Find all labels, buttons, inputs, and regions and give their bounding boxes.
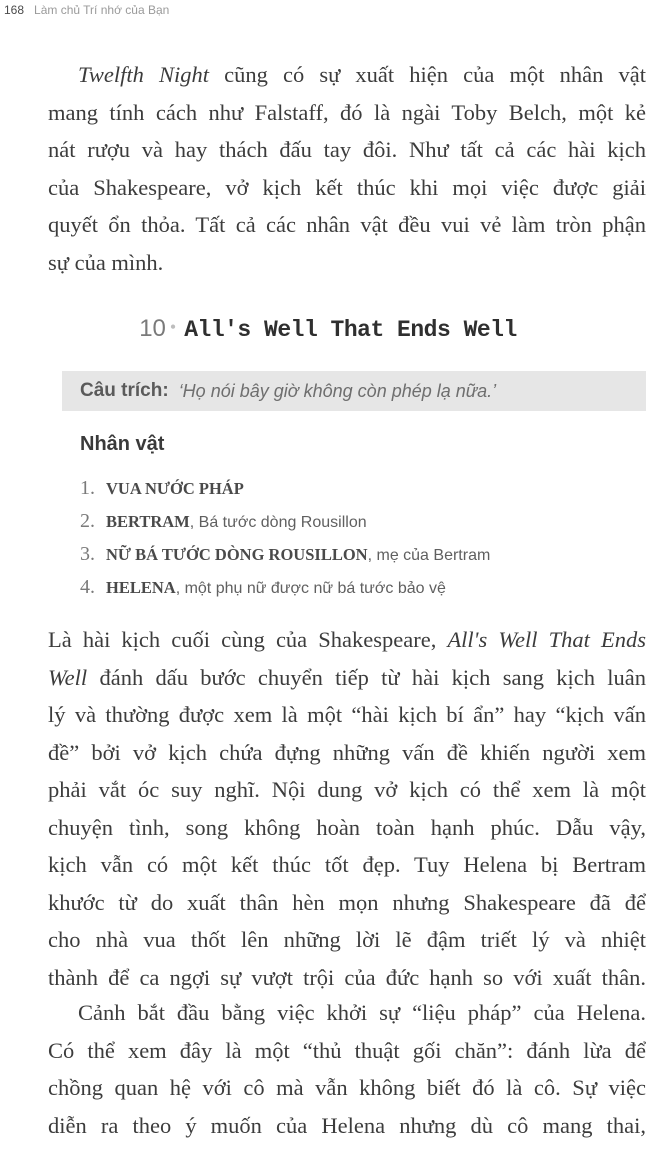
- character-description: , mẹ của Bertram: [367, 547, 491, 564]
- text-line: Twelfth Night cũng có sự xuất hiện của một nhân vật: [78, 62, 646, 87]
- character-item: [80, 474, 490, 507]
- character-item: [80, 507, 490, 540]
- text-line: lý và thường được xem là một “hài kịch bí ẩn” hay “kịch vấn: [48, 702, 646, 727]
- quote-text: ‘Họ nói bây giờ không còn phép lạ nữa.’: [178, 380, 497, 401]
- character-index: 4.: [80, 576, 95, 598]
- character-name: BERTRAM: [106, 512, 190, 531]
- page-number: 168: [4, 3, 25, 17]
- paragraph-alls-well: [48, 621, 646, 996]
- character-item: [80, 573, 490, 606]
- section-number: 10: [139, 315, 166, 342]
- quote-box: [62, 371, 646, 411]
- play-title-italic: Twelfth Night: [78, 62, 209, 87]
- play-title-italic: All's Well That Ends: [447, 627, 646, 652]
- text-line: chuyện tình, song không hoàn toàn hạnh phúc. Dẫu vậy,: [48, 814, 646, 840]
- running-header: [4, 3, 169, 17]
- section-heading: [0, 315, 656, 343]
- text-line: Có thể xem đây là một “thủ thuật gối chăn”: đánh lừa để: [48, 1037, 646, 1063]
- character-index: 2.: [80, 510, 95, 532]
- book-title: Làm chủ Trí nhớ của Bạn: [34, 3, 170, 17]
- text-line: phải vắt óc suy nghĩ. Nội dung vở kịch có thể xem là một: [48, 777, 646, 802]
- section-separator: •: [169, 317, 177, 337]
- paragraph-twelfth-night: [48, 56, 646, 281]
- text-line: Well đánh dấu bước chuyển tiếp từ hài kịch sang kịch luân: [48, 664, 646, 690]
- character-index: 3.: [80, 543, 95, 565]
- character-name: HELENA: [106, 578, 176, 597]
- paragraph-helena-therapy: [48, 994, 646, 1144]
- text-line: nát rượu và hay thách đấu tay đôi. Như tất cả các hài kịch: [48, 137, 646, 162]
- text-line: cho nhà vua thốt lên những lời lẽ đậm triết lý và nhiệt: [48, 927, 646, 952]
- character-name: NỮ BÁ TƯỚC DÒNG ROUSILLON: [106, 545, 368, 564]
- text-line: diễn ra theo ý muốn của Helena nhưng dù cô mang thai,: [48, 1112, 646, 1138]
- character-description: , Bá tước dòng Rousillon: [189, 514, 367, 531]
- text-line: sự của mình.: [48, 249, 164, 275]
- text-line: quyết ổn thỏa. Tất cả các nhân vật đều vui vẻ làm tròn phận: [48, 212, 646, 237]
- text-line: kịch vẫn có một kết thúc tốt đẹp. Tuy Helena bị Bertram: [48, 852, 646, 877]
- characters-list: [80, 474, 490, 606]
- text-line: thành để ca ngợi sự vượt trội của đức hạnh so với xuất thân.: [48, 964, 646, 990]
- text-line: đề” bởi vở kịch chứa đựng những vấn đề khiến người xem: [48, 739, 646, 765]
- section-title: All's Well That Ends Well: [184, 317, 517, 343]
- text-line: mang tính cách như Falstaff, đó là ngài Toby Belch, một kẻ: [48, 99, 646, 125]
- character-index: 1.: [80, 477, 95, 499]
- text-line: chồng quan hệ với cô mà vẫn không biết đó là cô. Sự việc: [48, 1075, 646, 1100]
- text-line: Là hài kịch cuối cùng của Shakespeare, All's Well That Ends: [48, 627, 646, 652]
- play-title-italic: Well: [48, 664, 88, 690]
- character-description: , một phụ nữ được nữ bá tước bảo vệ: [175, 580, 446, 597]
- characters-heading: Nhân vật: [80, 433, 165, 455]
- character-item: [80, 540, 490, 573]
- text-line: khước từ do xuất thân hèn mọn nhưng Shakespeare đã để: [48, 889, 646, 915]
- text-line: Cảnh bắt đầu bằng việc khởi sự “liệu pháp” của Helena.: [78, 1000, 646, 1025]
- text-line: của Shakespeare, vở kịch kết thúc khi mọi việc được giải: [48, 174, 646, 200]
- character-name: VUA NƯỚC PHÁP: [106, 479, 244, 498]
- quote-label: Câu trích:: [80, 380, 169, 401]
